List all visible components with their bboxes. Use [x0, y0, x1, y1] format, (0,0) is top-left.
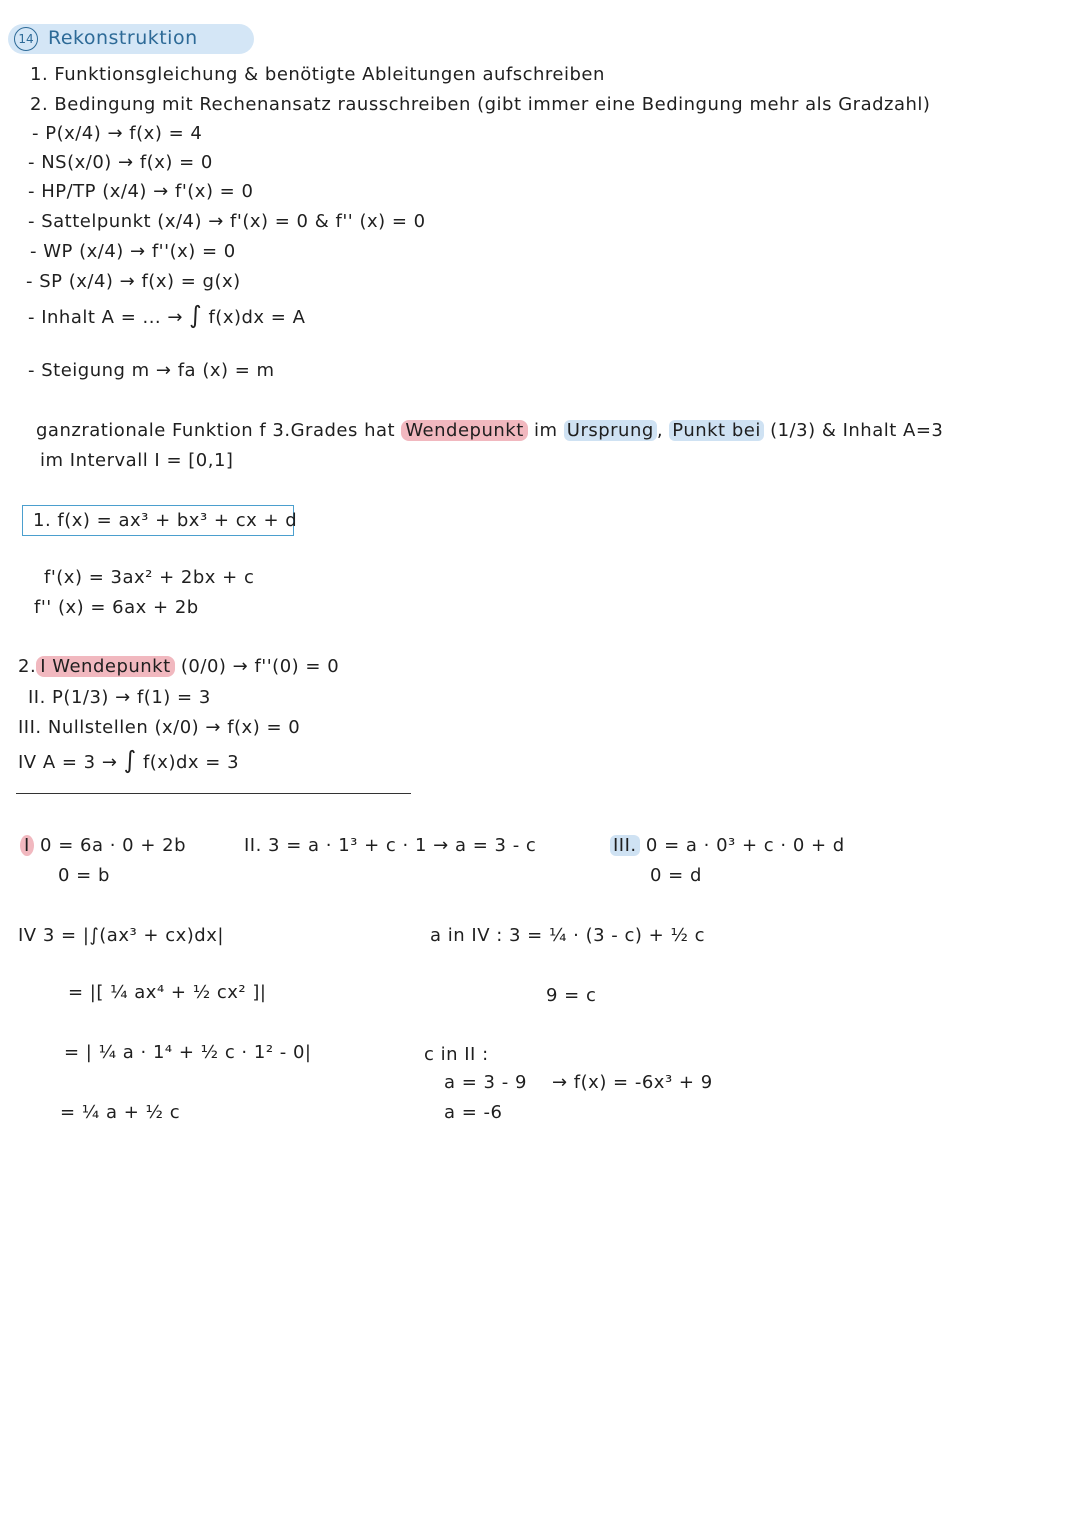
cond-intersection: - SP (x/4) → f(x) = g(x): [26, 271, 241, 292]
bed-ii: II. P(1/3) → f(1) = 3: [28, 687, 211, 708]
calc-iii-1: [610, 835, 845, 856]
cond-inflection: - WP (x/4) → f''(x) = 0: [30, 241, 236, 262]
second-derivative: f'' (x) = 6ax + 2b: [34, 597, 199, 618]
cond-area-label: - Inhalt A = ... →: [28, 307, 183, 328]
final-result: → f(x) = -6x³ + 9: [552, 1072, 713, 1093]
function-equation: 1. f(x) = ax³ + bx³ + cx + d: [22, 505, 294, 536]
calc-a-in-iv: a in IV : 3 = ¼ · (3 - c) + ½ c: [430, 925, 706, 946]
cond-extremum: - HP/TP (x/4) → f'(x) = 0: [28, 181, 254, 202]
cond-area: [28, 301, 305, 329]
first-derivative: f'(x) = 3ax² + 2bx + c: [44, 567, 255, 588]
step-2: 2. Bedingung mit Rechenansatz rausschreiben (gibt immer eine Bedingung mehr als Gradzahl): [30, 94, 931, 115]
cond-slope: - Steigung m → fa (x) = m: [28, 360, 275, 381]
calc-a-2: a = -6: [444, 1102, 503, 1123]
calc-iii-2: 0 = d: [650, 865, 702, 886]
section-title-text: Rekonstruktion: [48, 27, 198, 49]
task-ursprung: Ursprung: [564, 420, 657, 441]
calc-i-2: 0 = b: [58, 865, 110, 886]
calc-ii: II. 3 = a · 1³ + c · 1 → a = 3 - c: [244, 835, 537, 856]
integral-sign: ∫: [189, 301, 203, 329]
calc-c-result: 9 = c: [546, 985, 597, 1006]
roman-i-marker: I: [20, 835, 34, 856]
calc-iii-1-text: 0 = a · 0³ + c · 0 + d: [645, 835, 845, 856]
task-wendepunkt: Wendepunkt: [401, 420, 527, 441]
bed-iv: [18, 746, 239, 774]
integral-sign: ∫: [123, 746, 137, 774]
bed-iv-post: f(x)dx = 3: [142, 752, 240, 773]
calc-i-1-text: 0 = 6a · 0 + 2b: [40, 835, 187, 856]
cond-saddle: - Sattelpunkt (x/4) → f'(x) = 0 & f'' (x) = 0: [28, 211, 426, 232]
task-line-2: im Intervall I = [0,1]: [40, 450, 234, 471]
cond-zero: - NS(x/0) → f(x) = 0: [28, 152, 213, 173]
calc-i-1: [20, 835, 186, 856]
bed-i-pre: 2.: [18, 656, 37, 677]
step-1: 1. Funktionsgleichung & benötigte Ableitungen aufschreiben: [30, 64, 605, 85]
task-mid1: im: [534, 420, 558, 441]
bed-i-highlight: I Wendepunkt: [36, 656, 174, 677]
task-post: (1/3) & Inhalt A=3: [770, 420, 944, 441]
cond-point: - P(x/4) → f(x) = 4: [32, 123, 203, 144]
calc-a-1: a = 3 - 9: [444, 1072, 527, 1093]
task-line-1: [36, 420, 943, 441]
divider-line: [16, 793, 411, 794]
cond-area-formula: f(x)dx = A: [208, 307, 306, 328]
calc-iv-3: = | ¼ a · 1⁴ + ½ c · 1² - 0|: [64, 1042, 312, 1063]
calc-iv-1: IV 3 = |∫(ax³ + cx)dx|: [18, 925, 224, 946]
task-pre: ganzrationale Funktion f 3.Grades hat: [36, 420, 396, 441]
roman-iii-marker: III.: [610, 835, 640, 856]
section-number: 14: [14, 27, 38, 51]
task-mid2: ,: [656, 420, 664, 441]
bed-iii: III. Nullstellen (x/0) → f(x) = 0: [18, 717, 301, 738]
bed-iv-pre: IV A = 3 →: [18, 752, 118, 773]
section-title: [8, 24, 254, 54]
task-punkt: Punkt bei: [669, 420, 764, 441]
bed-i: [18, 656, 339, 677]
calc-iv-4: = ¼ a + ½ c: [60, 1102, 181, 1123]
calc-iv-2: = |[ ¼ ax⁴ + ½ cx² ]|: [68, 982, 267, 1003]
calc-c-in-ii: c in II :: [424, 1044, 489, 1065]
bed-i-post: (0/0) → f''(0) = 0: [180, 656, 340, 677]
